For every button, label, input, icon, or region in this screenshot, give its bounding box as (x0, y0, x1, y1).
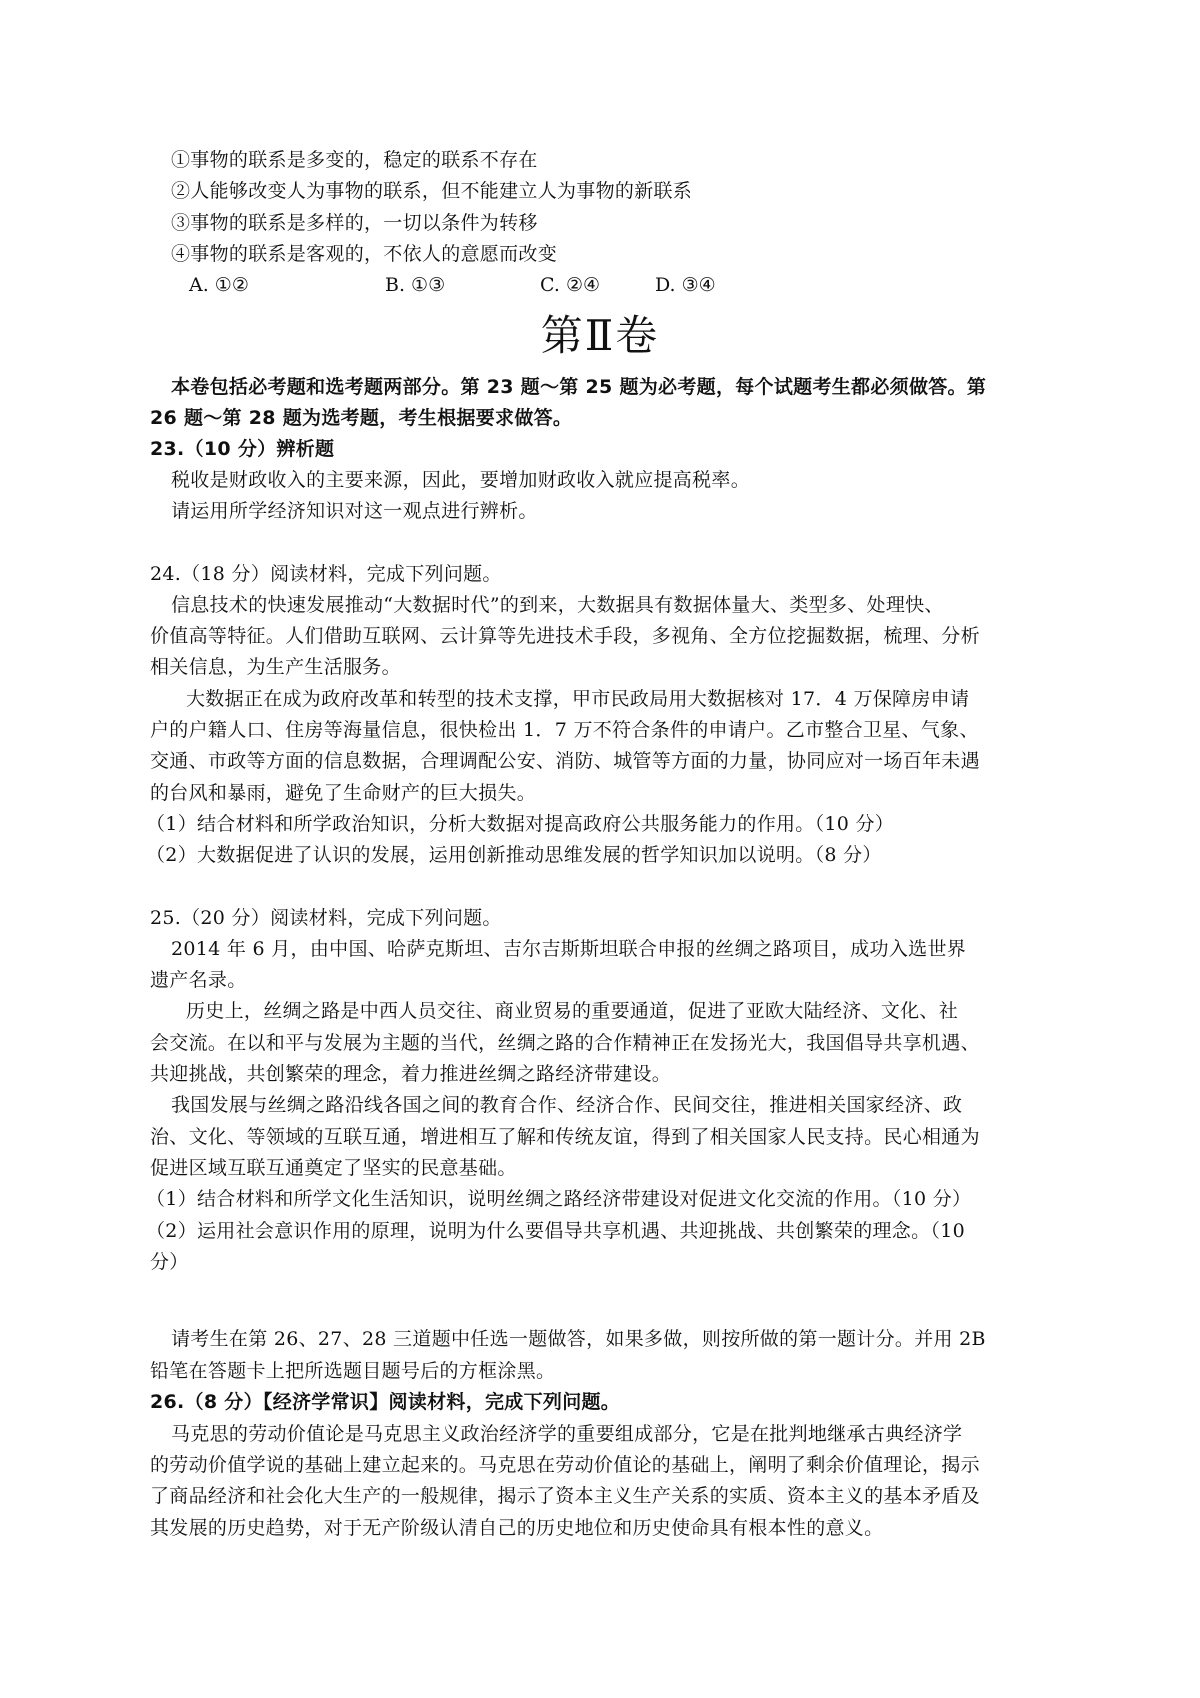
q24-line-6: 交通、市政等方面的信息数据，合理调配公安、消防、城管等方面的力量，协同应对一场百年未遇 (150, 750, 980, 772)
q25-line-4: 会交流。在以和平与发展为主题的当代，丝绸之路的合作精神正在发扬光大，我国倡导共享机遇、 (150, 1032, 980, 1054)
q26-line-1: 马克思的劳动价值论是马克思主义政治经济学的重要组成部分，它是在批判地继承古典经济学 (171, 1423, 963, 1445)
q24-line-4: 大数据正在成为政府改革和转型的技术支撑，甲市民政局用大数据核对 17．4 万保障房申请 (186, 688, 970, 710)
option-c: C. ②④ (540, 274, 601, 296)
statement-2: ②人能够改变人为事物的联系，但不能建立人为事物的新联系 (171, 180, 693, 202)
statement-3: ③事物的联系是多样的，一切以条件为转移 (171, 212, 538, 234)
section-intro-line-1: 本卷包括必考题和选考题两部分。第 23 题～第 25 题为必考题，每个试题考生都必须做答。第 (171, 376, 987, 398)
q25-line-7: 治、文化、等领域的互联互通，增进相互了解和传统友谊，得到了相关国家人民支持。民心相通为 (150, 1126, 980, 1148)
option-d: D. ③④ (655, 274, 716, 296)
q26-line-4: 其发展的历史趋势，对于无产阶级认清自己的历史地位和历史使命具有根本性的意义。 (150, 1517, 884, 1539)
q24-heading: 24.（18 分）阅读材料，完成下列问题。 (150, 563, 502, 585)
q25-subquestion-1: （1）结合材料和所学文化生活知识，说明丝绸之路经济带建设对促进文化交流的作用。（10 分） (146, 1188, 972, 1210)
statement-4: ④事物的联系是客观的，不依人的意愿而改变 (171, 243, 558, 265)
option-b: B. ①③ (385, 274, 446, 296)
q25-subquestion-2-cont: 分） (150, 1251, 189, 1273)
q25-line-3: 历史上，丝绸之路是中西人员交往、商业贸易的重要通道，促进了亚欧大陆经济、文化、社 (186, 1000, 959, 1022)
section-intro-line-2: 26 题～第 28 题为选考题，考生根据要求做答。 (150, 407, 573, 429)
q24-line-7: 的台风和暴雨，避免了生命财产的巨大损失。 (150, 782, 537, 804)
q25-line-5: 共迎挑战，共创繁荣的理念，着力推进丝绸之路经济带建设。 (150, 1063, 672, 1085)
q25-line-2: 遗产名录。 (150, 969, 247, 991)
q26-line-3: 了商品经济和社会化大生产的一般规律，揭示了资本主义生产关系的实质、资本主义的基本矛盾及 (150, 1485, 980, 1507)
q26-line-2: 的劳动价值学说的基础上建立起来的。马克思在劳动价值论的基础上，阐明了剩余价值理论，揭示 (150, 1454, 980, 1476)
q24-line-1: 信息技术的快速发展推动“大数据时代”的到来，大数据具有数据体量大、类型多、处理快、 (171, 594, 944, 616)
q25-line-1: 2014 年 6 月，由中国、哈萨克斯坦、吉尔吉斯斯坦联合申报的丝绸之路项目，成功入选世界 (171, 938, 967, 960)
q26-heading: 26.（8 分）【经济学常识】阅读材料，完成下列问题。 (150, 1391, 621, 1413)
q25-line-8: 促进区域互联互通奠定了坚实的民意基础。 (150, 1157, 517, 1179)
statement-1: ①事物的联系是多变的，稳定的联系不存在 (171, 149, 538, 171)
optional-note-line-1: 请考生在第 26、27、28 三道题中任选一题做答，如果多做，则按所做的第一题计分。并用 2B (171, 1328, 986, 1350)
section-title: 第Ⅱ卷 (540, 311, 660, 360)
q23-line-1: 税收是财政收入的主要来源，因此，要增加财政收入就应提高税率。 (171, 469, 751, 491)
q24-line-5: 户的户籍人口、住房等海量信息，很快检出 1．7 万不符合条件的申请户。乙市整合卫星、气象、 (150, 719, 979, 741)
q23-heading: 23.（10 分）辨析题 (150, 438, 335, 460)
option-a: A. ①② (189, 274, 249, 296)
q24-subquestion-2: （2）大数据促进了认识的发展，运用创新推动思维发展的哲学知识加以说明。（8 分） (146, 844, 882, 866)
q24-subquestion-1: （1）结合材料和所学政治知识，分析大数据对提高政府公共服务能力的作用。（10 分） (146, 813, 895, 835)
q24-line-3: 相关信息，为生产生活服务。 (150, 656, 401, 678)
optional-note-line-2: 铅笔在答题卡上把所选题目题号后的方框涂黑。 (150, 1360, 556, 1382)
q25-subquestion-2: （2）运用社会意识作用的原理，说明为什么要倡导共享机遇、共迎挑战、共创繁荣的理念。（10 (146, 1220, 965, 1242)
q25-line-6: 我国发展与丝绸之路沿线各国之间的教育合作、经济合作、民间交往，推进相关国家经济、政 (171, 1094, 963, 1116)
q24-line-2: 价值高等特征。人们借助互联网、云计算等先进技术手段，多视角、全方位挖掘数据，梳理、分析 (150, 625, 980, 647)
q23-line-2: 请运用所学经济知识对这一观点进行辨析。 (171, 500, 538, 522)
q25-heading: 25.（20 分）阅读材料，完成下列问题。 (150, 907, 502, 929)
